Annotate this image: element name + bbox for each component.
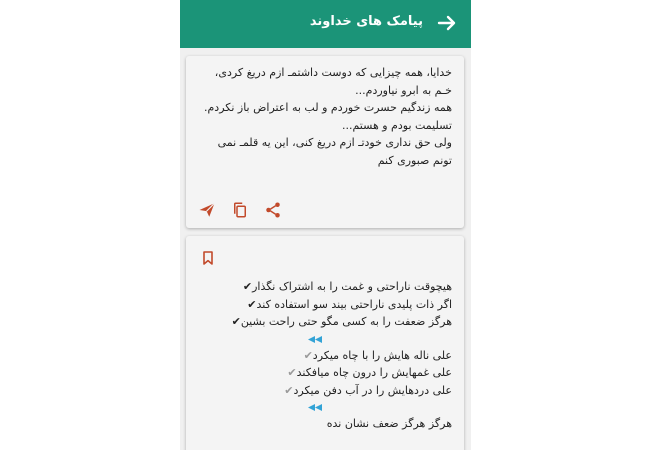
send-icon[interactable]	[198, 201, 216, 219]
check-mark: ✔	[231, 315, 241, 328]
page-title: پیامک های خداوند	[309, 14, 423, 29]
message-line: علی غمهایش را درون چاه میافکند✔	[287, 366, 452, 379]
app-bar	[180, 0, 471, 48]
rewind-icon	[308, 404, 322, 411]
message-line: خـم به ابرو نیاوردم...	[355, 83, 452, 97]
message-text	[200, 64, 452, 169]
check-mark: ✔	[247, 297, 257, 311]
message-line: همه زندگیم حسرت خوردم و لب به اعتراض باز نکردم.	[203, 101, 452, 114]
check-mark: ✔	[242, 280, 253, 293]
rewind-separator	[200, 399, 452, 415]
message-line: هرگز هرگز ضعف نشان نده	[326, 417, 452, 430]
message-line: علی ناله هایش را با چاه میکرد✔	[303, 348, 452, 362]
check-mark: ✔	[284, 383, 294, 397]
rewind-separator	[200, 331, 452, 347]
check-mark: ✔	[303, 348, 313, 362]
app-screen	[180, 0, 471, 450]
share-icon[interactable]	[264, 201, 282, 219]
message-text	[200, 278, 452, 433]
check-mark: ✔	[287, 366, 297, 379]
bookmark-icon[interactable]	[200, 250, 216, 266]
rewind-icon	[308, 336, 322, 343]
message-line: اگر ذات پلیدی ناراحتی بیند سو استفاده کند✔	[247, 297, 452, 311]
arrow-right-icon[interactable]	[435, 11, 459, 35]
message-line: علی دردهایش را در آب دفن میکرد✔	[284, 383, 452, 397]
message-line: هیچوقت ناراحتی و غمت را به اشتراک نگذار✔	[242, 280, 452, 293]
message-card[interactable]	[186, 56, 464, 228]
message-line: هرگز ضعفت را به کسی مگو حتی راحت بشین✔	[231, 315, 452, 328]
message-card[interactable]	[186, 236, 464, 450]
message-line: تسلیمت بودم و هستم...	[342, 118, 452, 132]
message-line: ولی حق نداری خودتـ ازم دریغ کنی، این یه قلمـ نمی	[217, 136, 452, 149]
message-line: خدایا، همه چیزایی که دوست داشتمـ ازم دریغ کردی،	[214, 66, 452, 79]
message-line: تونم صبوری کنم	[377, 153, 452, 167]
copy-icon[interactable]	[231, 201, 249, 219]
